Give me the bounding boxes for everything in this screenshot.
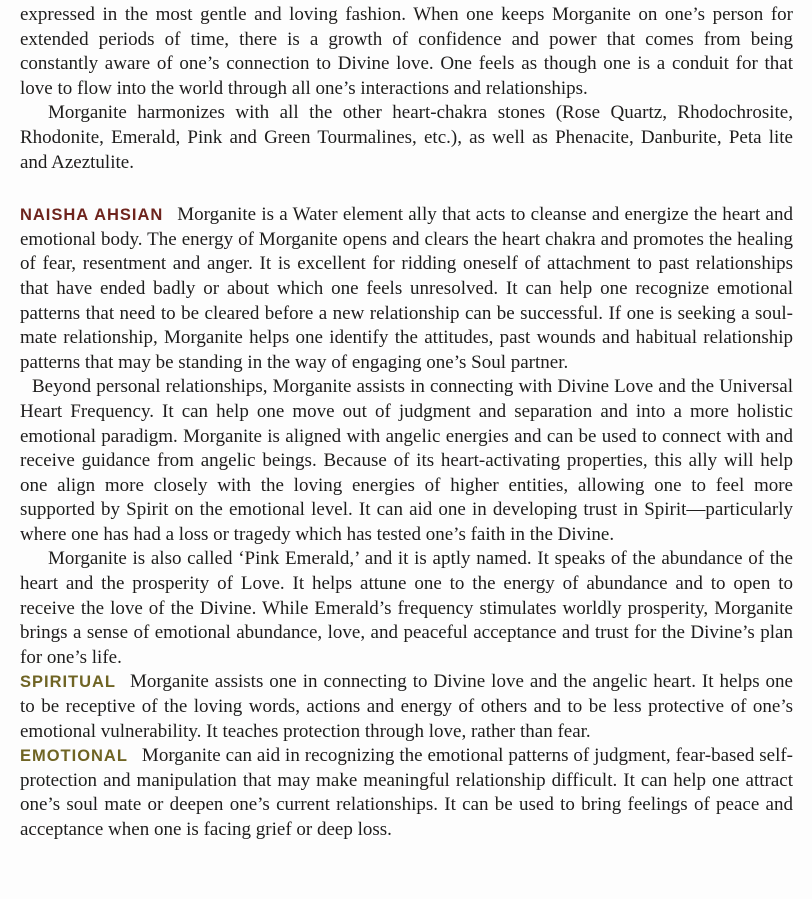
emotional-text: Morganite can aid in recognizing the emotional patterns of judgment, fear-based self-protection and manipulation that may make meaningful relationship difficult. It can help one attract one’s soul mate or deepen one’s current relationships. It can be used to bring feelings of peace and acceptance when one is facing grief or deep loss. <box>20 745 793 840</box>
paragraph-harmonizes: Morganite harmonizes with all the other heart-chakra stones (Rose Quartz, Rhodochrosite, Rhodonite, Emerald, Pink and Green Tourmalines, etc.), as well as Phenacite, Danburite, Peta lite and Azeztulite. <box>20 102 793 173</box>
naisha-ahsian-lead-paragraph <box>20 203 793 375</box>
spiritual-paragraph <box>20 670 793 744</box>
naisha-ahsian-paragraph-pink-emerald: Morganite is also called ‘Pink Emerald,’ and it is aptly named. It speaks of the abundance of the heart and the prosperity of Love. It helps attune one to the energy of abundance and to open to receive the love of the Divine. While Emerald’s frequency stimulates worldly prosperity, Morganite brings a sense of emotional abundance, love, and peaceful acceptance and trust for the Divine’s plan for one’s life. <box>20 548 793 668</box>
spiritual-text: Morganite assists one in connecting to Divine love and the angelic heart. It helps one to be receptive of the loving words, actions and energy of others and to be less protective of one’s emotional vulnerability. It teaches protection through love, rather than fear. <box>20 671 793 742</box>
section-divider-space <box>20 175 793 203</box>
paragraph-continuation: expressed in the most gentle and loving fashion. When one keeps Morganite on one’s person for extended periods of time, there is a growth of confidence and power that comes from being constantly aware of one’s connection to Divine love. One feels as though one is a conduit for that love to flow into the world through all one’s interactions and relationships. <box>20 4 793 99</box>
emotional-paragraph <box>20 744 793 842</box>
naisha-ahsian-header: NAISHA AHSIAN <box>20 206 164 225</box>
emotional-header: EMOTIONAL <box>20 747 128 766</box>
naisha-ahsian-paragraph-text: Morganite is a Water element ally that acts to cleanse and energize the heart and emotional body. The energy of Morganite opens and clears the heart chakra and promotes the healing of fear, resentment and anger. It is excellent for ridding oneself of attachment to past relationships that have ended badly or about which one feels unresolved. It can help one recognize emotional patterns that need to be cleared before a new relationship can be successful. If one is seeking a soul-mate relationship, Morganite helps one identify the attitudes, past wounds and habitual relationship patterns that may be standing in the way of engaging one’s Soul partner. <box>20 204 793 373</box>
spiritual-header: SPIRITUAL <box>20 673 116 692</box>
naisha-ahsian-paragraph-beyond: Beyond personal relationships, Morganite assists in connecting with Divine Love and the Universal Heart Frequency. It can help one move out of judgment and separation and into a more holistic emotional paradigm. Morganite is aligned with angelic energies and can be used to connect with and receive guidance from angelic beings. Because of its heart-activating properties, this ally will help one align more closely with the loving energies of higher entities, allowing one to feel more supported by Spirit on the emotional level. It can aid one in developing trust in Spirit—particularly where one has had a loss or tragedy which has tested one’s faith in the Divine. <box>20 376 793 545</box>
